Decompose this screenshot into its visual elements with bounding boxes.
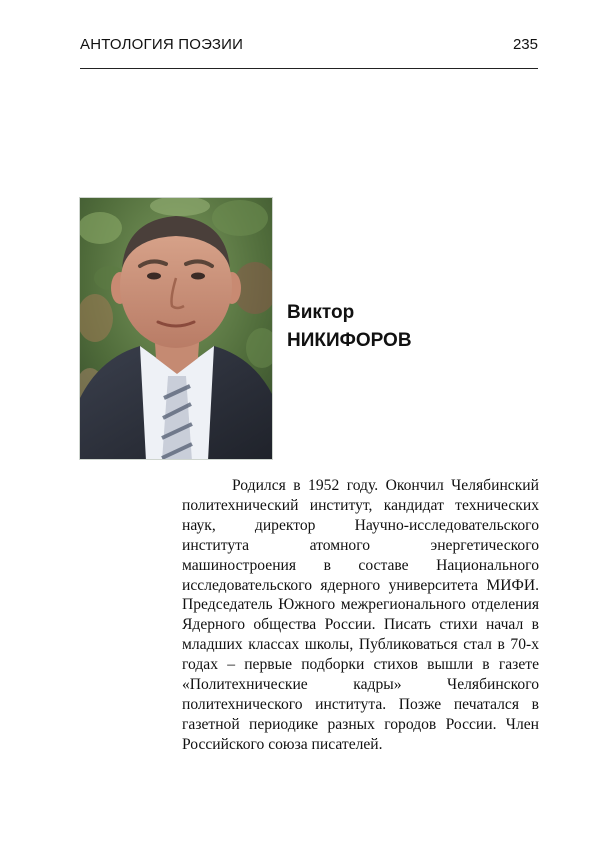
author-photo bbox=[79, 197, 273, 460]
author-biography: Родился в 1952 году. Окончил Челябинский политехнический институт, кандидат технических наук, директор Научно-исследовательского института атомного энергетического машиностроения в составе Национального исследовательского ядерного университета МИФИ. Председатель Южного межрегионального отделения Ядерного общества России. Писать стихи начал в младших классах школы, Публиковаться стал в 70-х годах – первые подборки стихов вышли в газете «Политехнические кадры» Челябинского политехнического института. Позже печатался в газетной периодике разных городов России. Член Российского союза писателей. bbox=[182, 477, 539, 753]
author-first-name: Виктор bbox=[287, 302, 355, 323]
page-number: 235 bbox=[512, 36, 538, 53]
book-title: АНТОЛОГИЯ ПОЭЗИИ bbox=[80, 36, 244, 53]
author-name bbox=[287, 299, 412, 355]
author-last-name: НИКИФОРОВ bbox=[287, 330, 412, 351]
running-header bbox=[80, 36, 538, 56]
header-divider bbox=[80, 68, 538, 69]
